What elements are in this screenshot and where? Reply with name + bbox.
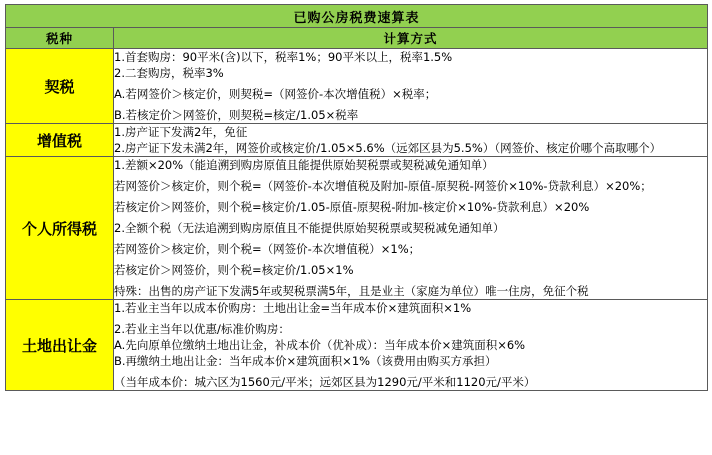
calculation-deed-tax [114, 49, 708, 124]
calc-line: B.若核定价＞网签价，则契税=核定/1.05×税率 [114, 108, 359, 122]
table-header-row [6, 28, 708, 49]
tax-type-deed-tax: 契税 [6, 49, 114, 124]
calc-line: 1.房产证下发满2年，免征 [114, 125, 248, 139]
tax-fee-table [5, 4, 708, 391]
calc-line: 2.房产证下发未满2年，网签价或核定价/1.05×5.6%（远郊区县为5.5%）（网签价、核定价哪个高取哪个） [114, 141, 662, 155]
calc-line: 2.若业主当年以优惠/标准价购房： [114, 322, 290, 336]
calc-line: 若核定价＞网签价，则个税=核定价/1.05×1% [114, 263, 354, 277]
calc-line: （当年成本价：城六区为1560元/平米；远郊区县为1290元/平米和1120元/平米） [114, 375, 536, 389]
table-row [6, 49, 708, 124]
calc-line: 特殊：出售的房产证下发满5年或契税票满5年，且是业主（家庭为单位）唯一住房，免征个税 [114, 284, 589, 298]
calc-line: 1.若业主当年以成本价购房：土地出让金=当年成本价×建筑面积×1% [114, 301, 472, 315]
column-header-tax-type: 税种 [6, 28, 114, 49]
tax-type-land-transfer-fee: 土地出让金 [6, 300, 114, 391]
calc-line: 2.全额个税（无法追溯到购房原值且不能提供原始契税票或契税减免通知单） [114, 221, 505, 235]
page-title: 已购公房税费速算表 [6, 5, 708, 28]
calculation-individual-income-tax [114, 157, 708, 300]
calc-line: 1.差额×20%（能追溯到购房原值且能提供原始契税票或契税减免通知单） [114, 158, 494, 172]
calc-line: B.再缴纳土地出让金：当年成本价×建筑面积×1%（该费用由购买方承担） [114, 354, 497, 368]
calc-line: 若网签价＞核定价，则个税=（网签价-本次增值税）×1%； [114, 242, 421, 256]
calc-line: 若网签价＞核定价，则个税=（网签价-本次增值税及附加-原值-原契税-网签价×10%-贷款利息）×20%； [114, 179, 652, 193]
table-row [6, 124, 708, 157]
calc-line: A.先向原单位缴纳土地出让金，补成本价（优补成）：当年成本价×建筑面积×6% [114, 338, 526, 352]
table-title-row [6, 5, 708, 28]
calculation-vat [114, 124, 708, 157]
calc-line: 2.二套购房，税率3% [114, 66, 224, 80]
column-header-calculation: 计算方式 [114, 28, 708, 49]
tax-type-vat: 增值税 [6, 124, 114, 157]
table-row [6, 300, 708, 391]
table-row [6, 157, 708, 300]
calc-line: A.若网签价＞核定价，则契税=（网签价-本次增值税）×税率； [114, 87, 437, 101]
calculation-land-transfer-fee [114, 300, 708, 391]
calc-line: 若核定价＞网签价，则个税=核定价/1.05-原值-原契税-附加-核定价×10%-贷款利息）×20% [114, 200, 590, 214]
tax-type-individual-income-tax: 个人所得税 [6, 157, 114, 300]
calc-line: 1.首套购房：90平米(含)以下，税率1%；90平米以上，税率1.5% [114, 50, 453, 64]
